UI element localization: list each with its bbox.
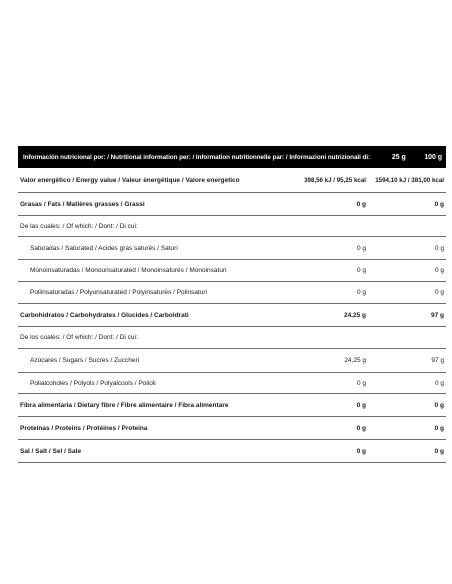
- value-per-100g: 0 g: [434, 424, 444, 432]
- table-row: [18, 260, 446, 282]
- header-label: Información nutricional por: / Nutritional information per: / Information nutritionnelle par: / Informazioni nutrizionali di:: [23, 153, 371, 161]
- table-row: [18, 282, 446, 304]
- value-per-100g: 0 g: [434, 447, 444, 455]
- table-row: [18, 440, 446, 463]
- value-per-25g: 24,25 g: [344, 357, 366, 364]
- nutrient-label: Carbohidratos / Carbohydrates / Glucides / Carboidrati: [20, 311, 189, 319]
- value-per-25g: 398,56 kJ / 95,25 kcal: [304, 176, 366, 184]
- nutrient-label: Grasas / Fats / Matières grasses / Grassi: [20, 200, 145, 208]
- nutrient-label: Poliinsaturadas / Polyunsaturated / Polyinsaturés / Polinsaturi: [30, 289, 208, 296]
- value-per-100g: 1594,10 kJ / 381,00 kcal: [375, 176, 444, 184]
- value-per-25g: 24,25 g: [343, 311, 366, 319]
- table-row: [18, 193, 446, 216]
- nutrient-label: De las cuales: / Of which: / Dont: / Di cui:: [20, 222, 138, 230]
- value-per-100g: 0 g: [434, 244, 444, 252]
- header-25g: 25 g: [391, 153, 406, 161]
- value-per-25g: 0 g: [356, 401, 366, 409]
- value-per-100g: 0 g: [434, 200, 444, 208]
- value-per-100g: 97 g: [431, 357, 444, 364]
- value-per-25g: 0 g: [356, 379, 366, 387]
- table-row: [18, 216, 446, 237]
- nutrition-table-header: [18, 146, 446, 168]
- value-per-25g: 0 g: [356, 267, 366, 274]
- nutrient-label: Sal / Salt / Sel / Sale: [20, 447, 82, 455]
- nutrition-rows: [18, 168, 446, 463]
- table-row: [18, 349, 446, 373]
- value-per-25g: 0 g: [356, 447, 366, 455]
- table-row: [18, 417, 446, 440]
- table-row: [18, 327, 446, 349]
- value-per-100g: 0 g: [434, 289, 444, 296]
- table-row: [18, 373, 446, 394]
- value-per-100g: 97 g: [430, 311, 444, 319]
- nutrient-label: Polialcoholes / Polyols / Polyalcools / Polioli: [30, 379, 156, 387]
- header-100g: 100 g: [424, 153, 442, 161]
- value-per-100g: 0 g: [434, 401, 444, 409]
- value-per-25g: 0 g: [356, 244, 366, 252]
- table-row: [18, 237, 446, 260]
- nutrient-label: Monoinsaturadas / Monounsaturated / Monoinsaturés / Monoinsaturi: [30, 267, 227, 274]
- nutrient-label: Saturadas / Saturated / Acides gras saturés / Saturi: [30, 244, 178, 252]
- value-per-25g: 0 g: [356, 289, 366, 296]
- value-per-25g: 0 g: [356, 424, 366, 432]
- nutrient-label: Azúcares / Sugars / Sucres / Zuccheri: [30, 357, 140, 364]
- table-row: [18, 168, 446, 193]
- value-per-100g: 0 g: [434, 379, 444, 387]
- table-row: [18, 394, 446, 417]
- value-per-25g: 0 g: [356, 200, 366, 208]
- nutrient-label: De los cuales: / Of which: / Dont: / Di cui:: [20, 334, 138, 341]
- nutrient-label: Valor energético / Energy value / Valeur énergétique / Valore energetico: [20, 176, 240, 184]
- value-per-100g: 0 g: [434, 267, 444, 274]
- nutrition-table: [18, 146, 446, 463]
- table-row: [18, 304, 446, 327]
- nutrient-label: Fibra alimentaria / Dietary fibre / Fibre alimentaire / Fibra alimentare: [20, 401, 229, 409]
- nutrient-label: Proteínas / Proteins / Protéines / Proteina: [20, 424, 148, 432]
